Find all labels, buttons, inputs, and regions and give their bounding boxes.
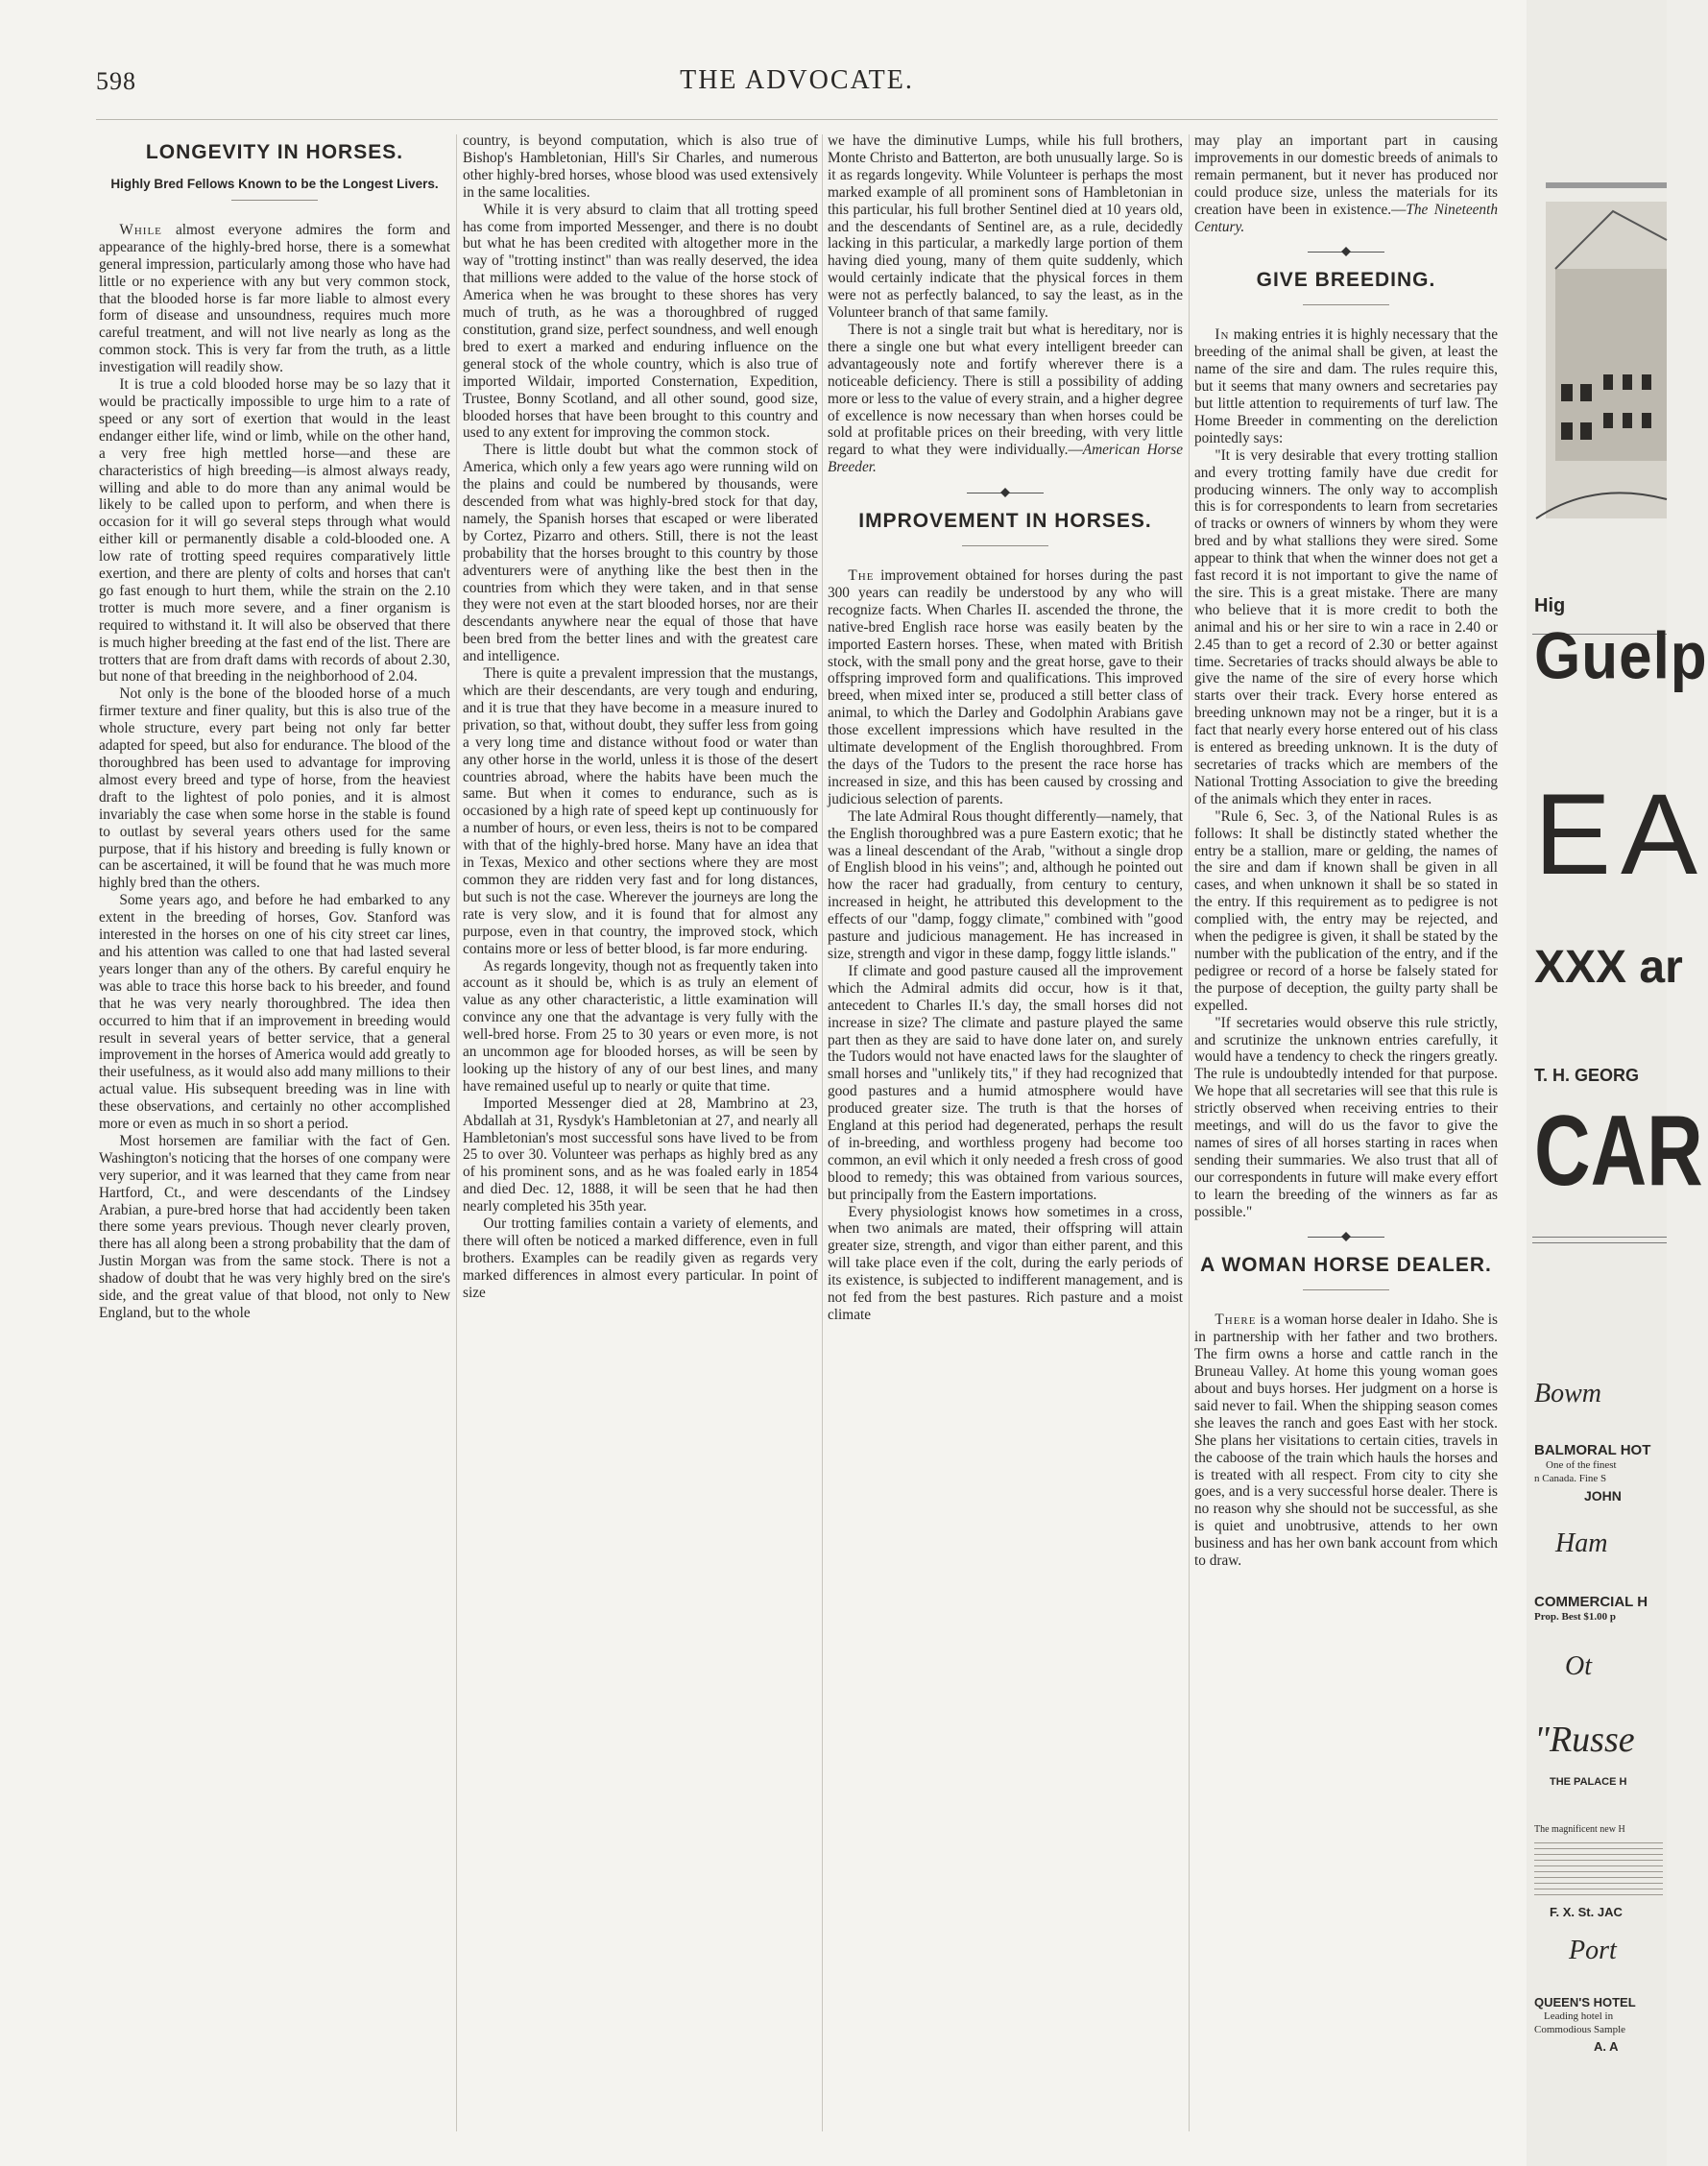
ad-text: BALMORAL HOT xyxy=(1534,1442,1651,1458)
separator-ornament xyxy=(967,488,1044,497)
paragraph: The late Admiral Rous thought differently—namely, that the English thoroughbred was a pure Eastern exotic; that he was a lineal descendant of the Arab, "without a single drop of English blood in his veins"; and, although he pointed out how the racer had gradually, from century to century, increased in height, he attributed this development to the effects of our "damp, foggy climate," combined with "good pasture and judicious management. He has increased in size, strength and vigor in these damp, foggy little islands." xyxy=(828,807,1183,962)
article-headline: A WOMAN HORSE DEALER. xyxy=(1200,1254,1492,1277)
ad-text: T. H. GEORG xyxy=(1534,1066,1640,1085)
ad-headline: CAR xyxy=(1534,1095,1703,1207)
drop-word: The xyxy=(848,567,875,585)
masthead: THE ADVOCATE. xyxy=(680,65,914,95)
ad-text: COMMERCIAL H xyxy=(1534,1594,1648,1610)
rule xyxy=(1303,304,1389,305)
paragraph: Some years ago, and before he had embarked to any extent in the breeding of horses, Gov. Stanford was interested in the horses on one of his city street car lines, and his attention was called to one that had lasted several years longer than any of the others. By careful enquiry he was able to trace this horse back to his breeder, and found that he was very nearly thoroughbred. The idea then occurred to him that if an improvement in breeding would result in several years of better service, that a general improvement in the horses of America would add greatly to their usefulness, as it would also add many millions to their actual value. His subsequent breeding was in line with these observations, and certainly no other accomplished more or even as much in so short a period. xyxy=(99,892,450,1133)
ad-fine-print xyxy=(1534,1838,1663,1895)
separator-ornament xyxy=(1308,247,1384,256)
paragraph: While it is very absurd to claim that all trotting speed has come from imported Messenger, and there is no doubt but what he has been credited with altogether more in the way of "trotting instinct" than was really deserved, the idea that millions were added to the value of the horse stock of America when he was brought to these shores has very much of truth, as he was a thoroughbred of rugged constitution, grand size, perfect soundness, and well enough bred to exert a marked and enduring influence on the general stock of the whole country, which is also true of imported Wildair, imported Consternation, Expedition, Trustee, Bonny Scotland, and all other sound, good size, blooded horses that have been brought to this country and used to any extent for improving the common stock. xyxy=(463,201,818,442)
hotel-engraving-illustration xyxy=(1527,144,1667,586)
ad-text: JOHN xyxy=(1584,1488,1622,1504)
separator-ornament xyxy=(1308,1232,1384,1241)
ad-headline: EA xyxy=(1534,770,1708,899)
header-rule xyxy=(96,119,1498,120)
drop-word: There xyxy=(1215,1312,1257,1329)
column-divider xyxy=(1189,134,1190,2131)
paragraph: "If secretaries would observe this rule strictly, and scrutinize the unknown entries carefully, it would have a tendency to check the ringers greatly. The rule is undoubtedly intended for that purpose. We hope that all secretaries will see that this rule is strictly observed when receiving entries to their meetings, and will do us the favor to give the names of sires of all horses starting in races when sending their summaries. We also trust that all of our correspondents in future will make every effort to learn the breeding of the winners as far as possible." xyxy=(1194,1014,1498,1220)
paragraph: There is not a single trait but what is hereditary, nor is there a single one but what every intelligent breeder can advantageously note and fortify wherever there is a noticeable deficiency. There is still a possibility of adding more or less to the value of every strain, and a higher degree of excellence is now necessary than when horses could be sold at profitable prices on their breeding, with very little regard to what they were individually.—American Horse Breeder. xyxy=(828,321,1183,476)
paragraph: "It is very desirable that every trotting stallion and every trotting family have due credit for producing winners. The only way to accomplish this is for correspondents to learn from secretaries of tracks or owners of winners by whom they were bred and by what stallions they were sired. Some appear to think that when the winner does not get a fast record it is not important to give the name of the sire. This is a great mistake. There are many who believe that it is more credit to both the animal and his or her sire to win a race in 2.40 or 2.45 than to get a record of 2.30 or better against time. Secretaries of tracks should always be able to give the name of the sire of every horse which starts over their track. Every horse entered as breeding unknown may not be a ringer, but it is a fact that nearly every horse entered out of his class is entered as breeding unknown. It is the duty of secretaries of tracks which are members of the National Trotting Association to give the breeding of the animals which they enter in races. xyxy=(1194,446,1498,807)
ad-headline: "Russe xyxy=(1534,1720,1635,1760)
ad-text: Ham xyxy=(1555,1528,1608,1558)
paragraph: we have the diminutive Lumps, while his full brothers, Monte Christo and Batterton, are both unusually large. So is it as regards longevity. While Volunteer is perhaps the most marked example of all prominent sons of Hambletonian in this particular, his full brother Sentinel died at 10 years old, and the descendants of Sentinel are, as a rule, decidedly lacking in this particular, a markedly large portion of them having died young, many of them quite suddenly, which would certainly indicate that the physical forces in them were not as perfectly balanced, to say the least, as in the Volunteer branch of that same family. xyxy=(828,132,1183,322)
paragraph: There is quite a prevalent impression that the mustangs, which are their descendants, are very tough and enduring, and it is true that they have become in a measure inured to privation, so that, without doubt, they suffer less from going a very long time and distance without food or water than any other horse in the world, unless it is those of the desert countries abroad, where the habits have been much the same. But when it comes to endurance, such as is occasioned by a high rate of speed kept up continuously for a number of hours, or even less, theirs is not to be compared with that of the highly-bred horse. Many have an idea that in Texas, Mexico and other sections where they are most common they are ridden very fast and for long distances, but such is not the case. Wherever the journeys are long the rate is very slow, and it is found that for almost any purpose, even in that country, the improved stock, which contains more or less of better blood, is far more enduring. xyxy=(463,665,818,957)
column-divider xyxy=(456,134,457,2131)
ad-text: Commodious Sample xyxy=(1534,2024,1626,2035)
article-headline: IMPROVEMENT IN HORSES. xyxy=(858,510,1152,533)
paragraph: "Rule 6, Sec. 3, of the National Rules is as follows: It shall be distinctly stated whether the entry be a stallion, mare or gelding, the names of the sire and dam if known shall be given in all cases, and when unknown it shall be so stated in the entry. If this requirement as to pedigree is not complied with, the entry may be rejected, and when the pedigree is given, it shall be stated by the number with the publication of the entry, and if the pedigree or record of a horse be falsely stated for the purpose of deception, the guilty party shall be expelled. xyxy=(1194,807,1498,1014)
paragraph: country, is beyond computation, which is also true of Bishop's Hambletonian, Hill's Sir Charles, and numerous other highly-bred horses, whose blood was used extensively in the same localities. xyxy=(463,132,818,201)
rule xyxy=(962,545,1048,546)
ad-rule xyxy=(1532,1237,1667,1238)
ad-text: Bowm xyxy=(1534,1379,1601,1408)
ad-headline: Guelp xyxy=(1534,620,1708,693)
attribution: The Nineteenth Century. xyxy=(1194,201,1498,235)
ad-text: One of the finest xyxy=(1546,1459,1617,1471)
column-2 xyxy=(463,132,818,2139)
ad-text: Hig xyxy=(1534,595,1566,616)
paragraph: Imported Messenger died at 28, Mambrino at 23, Abdallah at 31, Rysdyk's Hambletonian at 27, and nearly all Hambletonian's most successful sons have lived to be from 25 to over 30. Volunteer was perhaps as highly bred as any of his prominent sons, and as he was foaled early in 1854 and died Dec. 12, 1888, it will be seen that he had then nearly completed his 35th year. xyxy=(463,1095,818,1215)
article-subhead: Highly Bred Fellows Known to be the Longest Livers. xyxy=(110,176,439,191)
paragraph: It is true a cold blooded horse may be so lazy that it would be practically impossible to urge him to a rate of speed or any sort of exertion that would in the least endanger either life, wind or limb, while on the other hand, a very free high mettled horse—and these are characteristics of high breeding—is almost always ready, willing and able to do more than any animal would be likely to be called upon to perform, and when there is occasion for it will go several steps through what would either kill or permanently disable a cold-blooded one. A low rate of trotting speed requires comparatively little exertion, and there are plenty of colts and horses that can't go fast enough to hurt them, while the strain on the 2.10 trotter is much more severe, and a finer organism is required to withstand it. It will also be observed that there is much higher breeding at the fast end of the list. There are trotters that are from draft dams with records of about 2.30, but none of that breeding in the neighborhood of 2.04. xyxy=(99,376,450,686)
article-headline: LONGEVITY IN HORSES. xyxy=(145,141,404,163)
paragraph: Every physiologist knows how sometimes in a cross, when two animals are mated, their offspring will attain greater size, strength, and vigor than either parent, and this will take place even if the colt, during the early periods of its existence, is subjected to indifferent management, and is not fed from the best pastures. Rich pasture and a moist climate xyxy=(828,1203,1183,1323)
paragraph: Our trotting families contain a variety of elements, and there will often be noticed a marked difference, even in full brothers. Examples can be readily given as regards very marked differences in almost every particular. In point of size xyxy=(463,1215,818,1301)
ad-text: Ot xyxy=(1565,1651,1592,1681)
paragraph: There is little doubt but what the common stock of America, which only a few years ago were running wild on the plains and could be numbered by thousands, were descended from what was highly-bred stock for that day, namely, the Spanish horses that escaped or were liberated by Cortez, Pizarro and others. Still, there is not the least probability that the horses brought to this country by those adventurers were of anything like the best then in the countries from which they were taken, and in that sense they were not even at the start blooded horses, nor are their descendants anywhere near the equal of those that have been bred from the better lines and with the greatest care and intelligence. xyxy=(463,442,818,665)
ad-text: Port xyxy=(1569,1936,1617,1965)
drop-word: In xyxy=(1215,326,1230,344)
rule xyxy=(231,200,318,201)
ad-text: QUEEN'S HOTEL xyxy=(1534,1995,1636,2010)
paragraph: If climate and good pasture caused all the improvement which the Admiral admits did occur, how is it that, antecedent to Charles II.'s day, the small horses did not increase in size? The climate and pasture played the same part then as they are said to have done later on, and surely the Tudors would not have enacted laws for the slaughter of small horses and "unlikely tits," if they had recognized that good pastures and a humid atmosphere would have produced greater size. The truth is that the horses of England at this period had degenerated, perhaps the result of in-breeding, and worthless progeny had become too common, an evil which it only needed a fresh cross of good blood to remedy; this was obtained from various sources, but principally from the Eastern importations. xyxy=(828,962,1183,1203)
paragraph: In making entries it is highly necessary that the breeding of the animal shall be given, at least the name of the sire and dam. The rules require this, but it seems that many owners and secretaries pay but little attention to requirements of turf law. The Home Breeder in commenting on the dereliction pointedly says: xyxy=(1194,326,1498,446)
paragraph: The improvement obtained for horses during the past 300 years can readily be understood by any who will recognize facts. When Charles II. ascended the throne, the native-bred English race horse was easily beaten by the imported Eastern horses. These, when mated with British stock, with the small pony and the great horse, gave to their offspring improved form and qualifications. This improved breed, when mixed inter se, produced a still better class of animal, to which the Darley and Godolphin Arabians gave those excellent impressions which have resulted in the ultimate development of the English thoroughbred. From the days of the Tudors to the present the race horse has increased in size, and this has been caused by crossing and judicious selection of parents. xyxy=(828,567,1184,807)
article-headline: GIVE BREEDING. xyxy=(1256,269,1436,292)
ad-text: XXX ar xyxy=(1534,942,1683,993)
adjacent-ad-page xyxy=(1527,0,1708,2166)
column-1 xyxy=(99,132,450,2139)
ad-text: n Canada. Fine S xyxy=(1534,1473,1607,1484)
column-4 xyxy=(1194,132,1498,2139)
page-header xyxy=(96,61,1498,100)
paragraph: may play an important part in causing improvements in our domestic breeds of animals to remain permanent, but it never has produced nor could produce size, unless the materials for its creation have been in existence.—The Nineteenth Century. xyxy=(1194,132,1498,235)
paragraph: While almost everyone admires the form and appearance of the highly-bred horse, there is a somewhat general impression, particularly among those who have had little or no experience with any but very common stock, that the blooded horse is far more liable to almost every form of disease and unsoundness, requires much more careful treatment, and will not live nearly as long as the common stock. This is very far from the truth, as a little investigation will readily show. xyxy=(99,221,450,376)
attribution: American Horse Breeder. xyxy=(828,442,1183,476)
column-3 xyxy=(828,132,1183,2139)
ad-text: F. X. St. JAC xyxy=(1550,1905,1623,1919)
paragraph: Most horsemen are familiar with the fact of Gen. Washington's noticing that the horses of one company were very superior, and it was learned that they came from near Hartford, Ct., and were descendants of the Lindsey Arabian, a pure-bred horse that had accidently been taken there some years previous. Though never clearly proven, there has all along been a strong probability that the dam of Justin Morgan was from the same stock. There is not a shadow of doubt that he was very highly bred on the sire's side, and the great value of that blood, not only to New England, but to the whole xyxy=(99,1132,450,1321)
ad-text: THE PALACE H xyxy=(1550,1776,1627,1788)
column-divider xyxy=(822,134,823,2131)
ad-rule xyxy=(1532,1242,1667,1243)
paragraph: There is a woman horse dealer in Idaho. She is in partnership with her father and two brothers. The firm owns a horse and cattle ranch in the Bruneau Valley. At home this young woman goes about and buys horses. Her judgment on a horse is said never to fail. When the shipping season comes she leaves the ranch and goes East with her stock. She plans her visitations to certain cities, travels in the caboose of the train which hauls the horses and is treated with all respect. From city to city she goes, and is a very successful horse dealer. There is no reason why she should not be successful, as she is quiet and unobtrusive, attends to her own business and has her own bank account from which to draw. xyxy=(1194,1312,1498,1570)
page-number: 598 xyxy=(96,67,136,95)
paragraph: Not only is the bone of the blooded horse of a much firmer texture and finer quality, but this is also true of the whole structure, every part being not only far better adapted for speed, but also for endurance. The blood of the thoroughbred has been used to advantage for improving almost every breed and type of horse, from the heaviest draft to the lightest of polo ponies, and it is almost invariably the case when some horse in the stable is found to outlast by several years others used for the same purpose, that if his history and breeding is fully known or can be ascertained, it will be found that he was much more highly bred than the others. xyxy=(99,686,450,892)
ad-text: The magnificent new H xyxy=(1534,1824,1625,1835)
paragraph: As regards longevity, though not as frequently taken into account as it should be, which is as truly an element of value as any other characteristic, a little examination will convince any one that the advantage is very fully with the well-bred horse. From 25 to 30 years or even more, is not an uncommon age for blooded horses, as will be seen by looking up the history of any of our best lines, and many have remained useful up to nearly or quite that time. xyxy=(463,957,818,1095)
drop-word: While xyxy=(119,221,162,238)
ad-text: Prop. Best $1.00 p xyxy=(1534,1611,1617,1623)
ad-text: A. A xyxy=(1594,2039,1619,2054)
ad-text: Leading hotel in xyxy=(1544,2010,1614,2022)
rule xyxy=(1303,1289,1389,1290)
